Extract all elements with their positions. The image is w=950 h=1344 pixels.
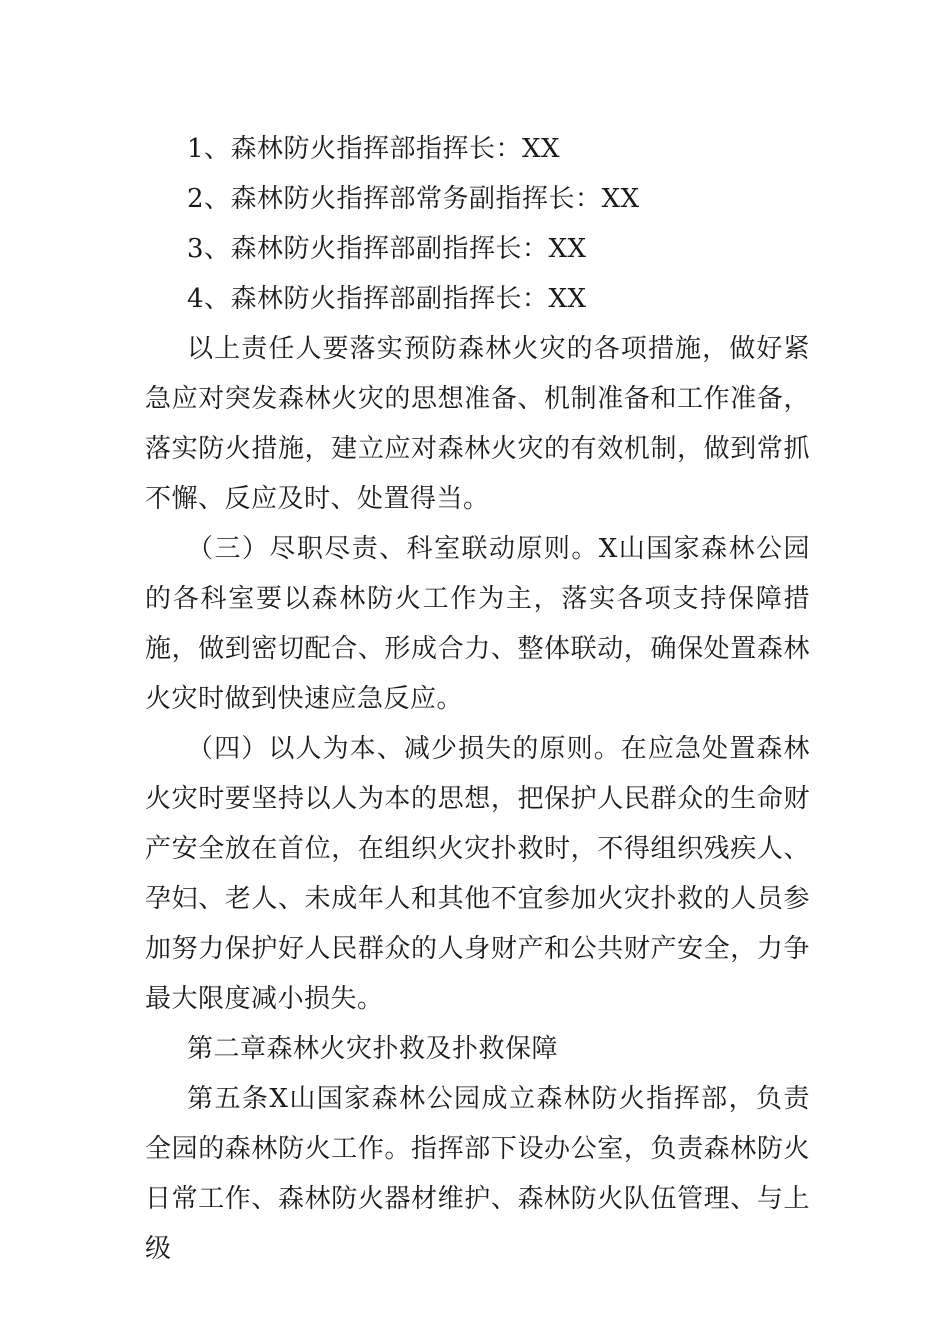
paragraph-principle-four: （四）以人为本、减少损失的原则。在应急处置森林火灾时要坚持以人为本的思想，把保护人民群众的生命财产安全放在首位，在组织火灾扑救时，不得组织残疾人、孕妇、老人、未成年人和其他不宜参加火灾扑救的人员参加努力保护好人民群众的人身财产和公共财产安全，力争最大限度减小损失。 [145, 734, 810, 1014]
paragraph-principle-three: （三）尽职尽责、科室联动原则。X山国家森林公园的各科室要以森林防火工作为主，落实各项支持保障措施，做到密切配合、形成合力、整体联动，确保处置森林火灾时做到快速应急反应。 [145, 534, 810, 714]
paragraph-responsibility: 以上责任人要落实预防森林火灾的各项措施，做好紧急应对突发森林火灾的思想准备、机制准备和工作准备，落实防火措施，建立应对森林火灾的有效机制，做到常抓不懈、反应及时、处置得当。 [145, 334, 810, 514]
chapter-two-heading: 第二章森林火灾扑救及扑救保障 [187, 1034, 559, 1064]
list-item-commander: 1、森林防火指挥部指挥长：XX [187, 134, 561, 164]
list-item-deputy-2: 4、森林防火指挥部副指挥长：XX [187, 284, 587, 314]
list-item-executive-deputy: 2、森林防火指挥部常务副指挥长：XX [187, 184, 640, 214]
paragraph-article-five: 第五条X山国家森林公园成立森林防火指挥部，负责全园的森林防火工作。指挥部下设办公室，负责森林防火日常工作、森林防火器材维护、森林防火队伍管理、与上级 [145, 1084, 810, 1264]
document-body [145, 124, 810, 1274]
list-item-deputy-1: 3、森林防火指挥部副指挥长：XX [187, 234, 587, 264]
